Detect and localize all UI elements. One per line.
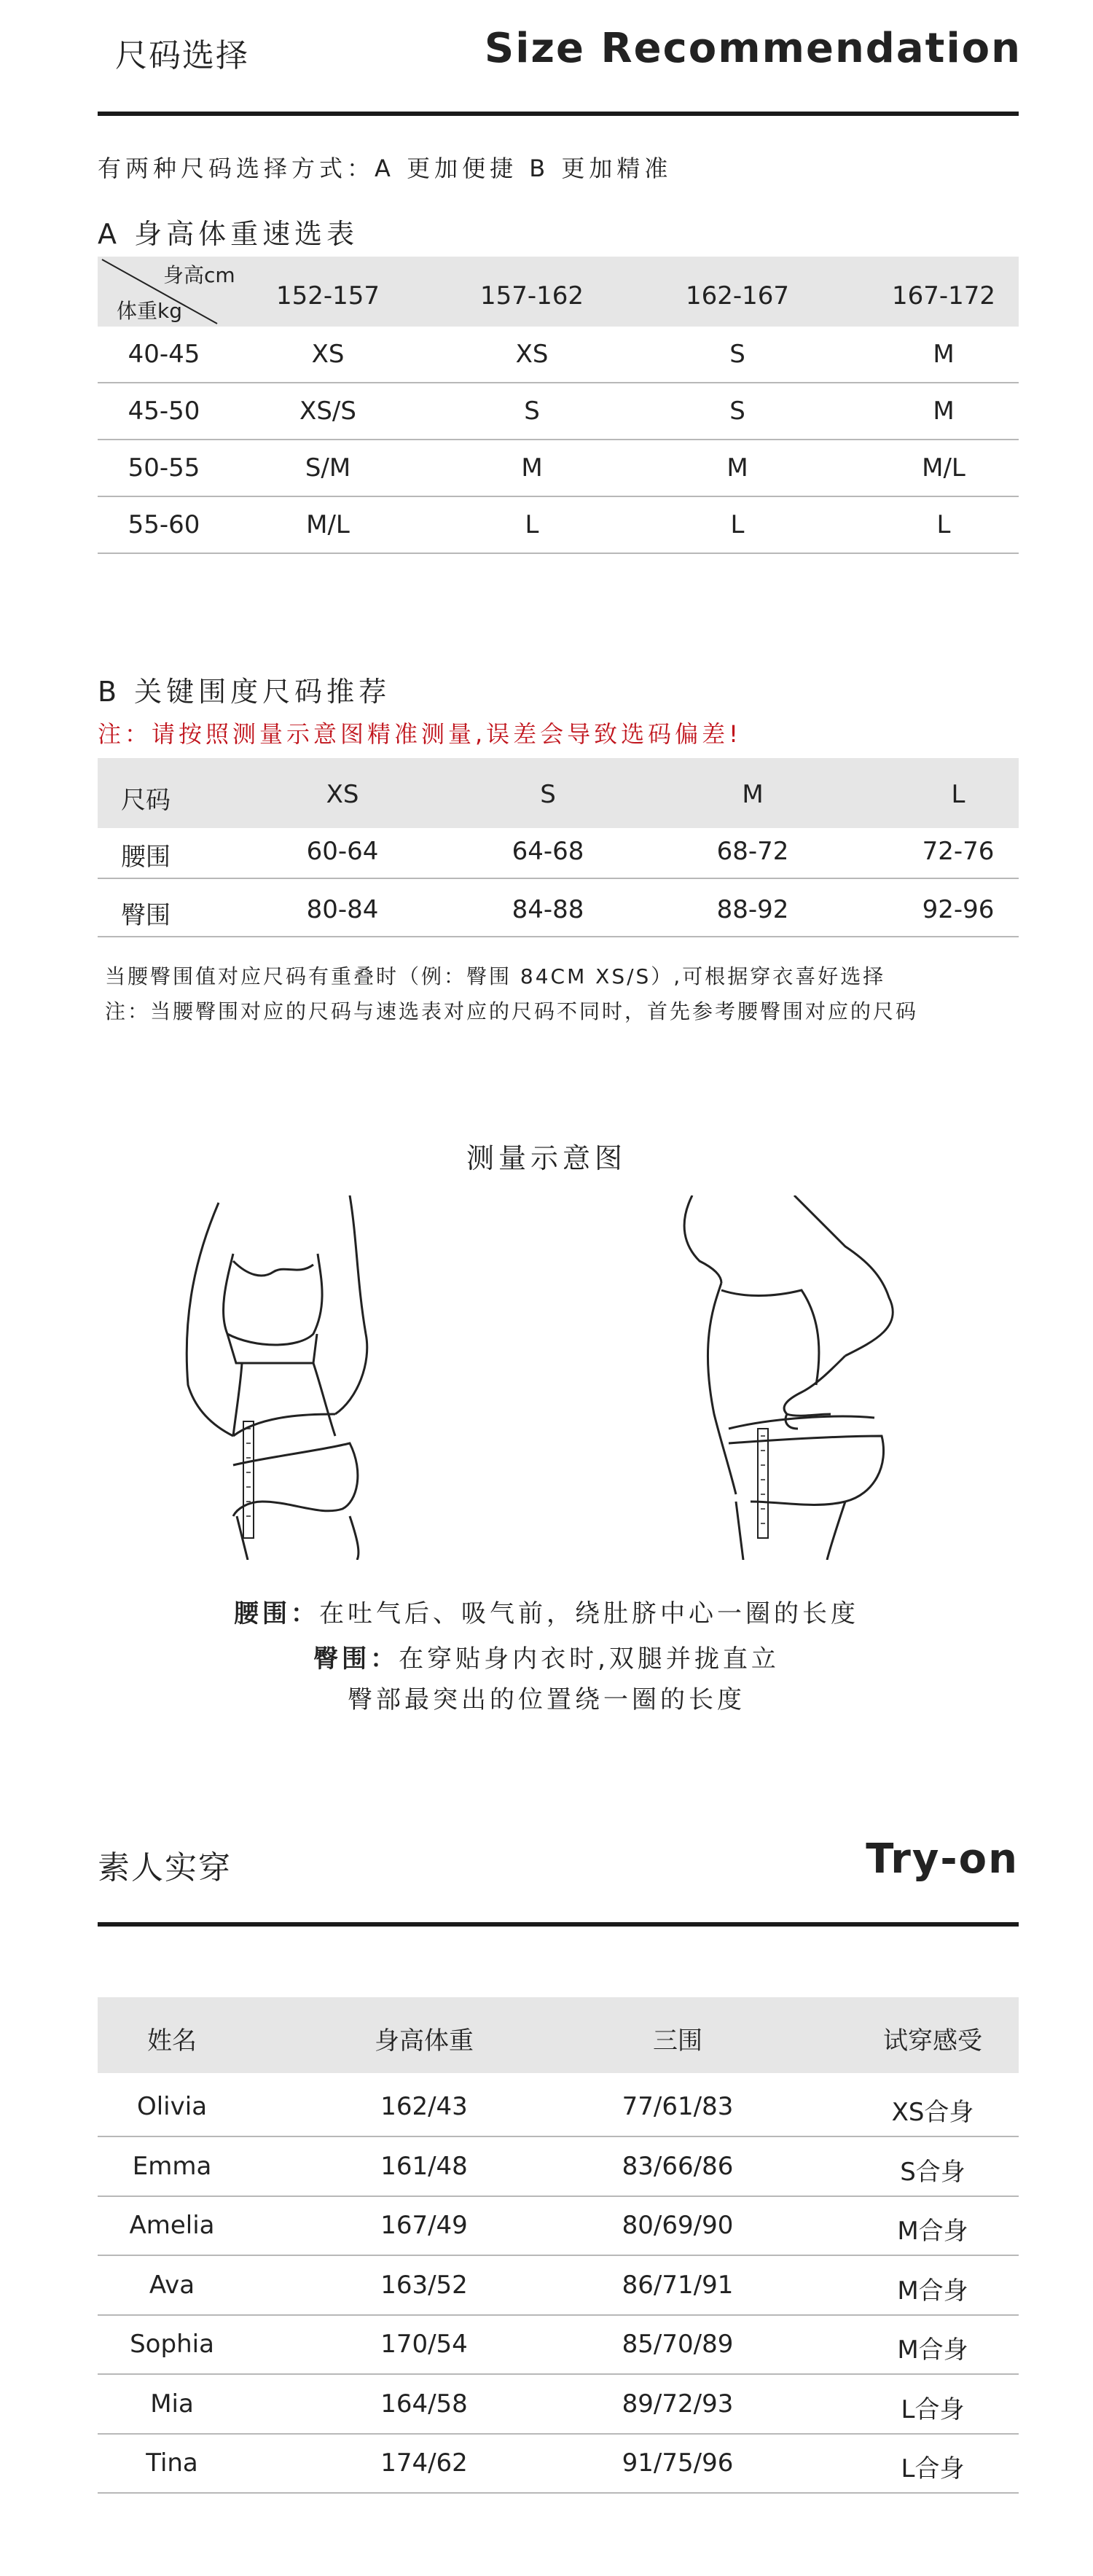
waist-label: 腰围： [234,1599,319,1628]
tryon-title-en: Try-on [866,1835,1019,1883]
hip-measure-illustration [670,1195,976,1560]
waist-measure-illustration [175,1195,393,1560]
tryon-fit-cell: L合身 [901,2454,965,2483]
row-divider [98,2492,1019,2494]
weight-range-cell: 40-45 [128,340,200,369]
tryon-height-weight-cell: 167/49 [380,2211,468,2240]
measure-title: 测量示意图 [466,1142,627,1174]
tryon-fit-cell: L合身 [901,2394,965,2424]
column-header: 162-167 [685,281,790,311]
row-divider [98,553,1019,554]
overlap-note: 当腰臀围值对应尺码有重叠时（例：臀围 84CM XS/S）,可根据穿衣喜好选择 [105,964,886,988]
corner-weight-label: 体重kg [117,299,182,323]
tryon-fit-cell: XS合身 [891,2098,974,2127]
tryon-title-cn: 素人实穿 [98,1849,232,1886]
row-divider [98,382,1019,383]
tryon-name-cell: Tina [146,2448,198,2478]
table-a-title: A 身高体重速选表 [98,218,359,250]
row-divider [98,2314,1019,2316]
tryon-measurements-cell: 85/70/89 [622,2330,734,2359]
tryon-fit-cell: M合身 [897,2217,968,2246]
waist-text: 在吐气后、吸气前，绕肚脐中心一圈的长度 [319,1599,859,1628]
size-header-cell: XS [326,780,359,809]
row-divider [98,439,1019,440]
tryon-height-weight-cell: 170/54 [380,2330,468,2359]
size-cell: M/L [922,453,965,483]
weight-range-cell: 55-60 [128,510,200,539]
size-cell: XS [311,340,345,369]
tryon-height-weight-cell: 174/62 [380,2448,468,2478]
tryon-name-cell: Emma [132,2151,212,2181]
table-b-header-bg [98,758,1019,828]
size-cell: M [933,397,955,426]
measure-warning: 注：请按照测量示意图精准测量,误差会导致选码偏差! [98,720,743,748]
tryon-height-weight-cell: 164/58 [380,2389,468,2419]
tryon-name-cell: Sophia [130,2330,214,2359]
hip-description-2: 臀部最突出的位置绕一圈的长度 [348,1685,745,1714]
tryon-header-cell: 三围 [653,2026,702,2056]
size-cell: L [525,510,539,539]
size-cell: L [730,510,745,539]
hip-label: 臀围： [313,1644,399,1674]
tryon-measurements-cell: 83/66/86 [622,2151,734,2181]
page-title-en: Size Recommendation [484,25,1022,72]
tryon-measurements-cell: 86/71/91 [622,2270,734,2300]
tryon-header-bg [98,1997,1019,2073]
row-divider [98,2136,1019,2137]
tryon-measurements-cell: 91/75/96 [622,2448,734,2478]
size-cell: L [936,510,951,539]
size-cell: S/M [305,453,351,483]
waist-description [0,1593,1093,1629]
measure-range-cell: 68-72 [716,837,789,866]
corner-height-label: 身高cm [163,263,235,287]
row-divider [98,2196,1019,2197]
weight-range-cell: 50-55 [128,453,200,483]
size-header-cell: L [951,780,965,809]
weight-range-cell: 45-50 [128,397,200,426]
tryon-header-cell: 身高体重 [375,2026,474,2056]
page-title-cn: 尺码选择 [115,37,249,74]
measure-range-cell: 80-84 [306,895,379,924]
measure-range-cell: 64-68 [512,837,584,866]
tryon-header-cell: 姓名 [147,2026,197,2056]
table-b-title: B 关键围度尺码推荐 [98,676,391,708]
row-divider [98,2433,1019,2435]
header-divider [98,112,1019,116]
measure-label-cell: 臀围 [121,901,171,930]
row-divider [98,2373,1019,2375]
tryon-height-weight-cell: 162/43 [380,2092,468,2121]
size-cell: XS [515,340,549,369]
row-divider [98,496,1019,497]
tryon-fit-cell: M合身 [897,2276,968,2306]
tryon-header-cell: 试穿感受 [883,2026,982,2056]
tryon-measurements-cell: 77/61/83 [622,2092,734,2121]
measure-range-cell: 88-92 [716,895,789,924]
size-cell: S [524,397,540,426]
size-header-cell: 尺码 [121,786,171,815]
measure-range-cell: 84-88 [512,895,584,924]
tryon-name-cell: Olivia [136,2092,208,2121]
row-divider [98,2255,1019,2256]
size-header-cell: S [540,780,556,809]
priority-note: 注：当腰臀围对应的尺码与速选表对应的尺码不同时，首先参考腰臀围对应的尺码 [105,999,919,1023]
hip-description [0,1639,1093,1674]
tryon-height-weight-cell: 163/52 [380,2270,468,2300]
size-cell: XS/S [299,397,356,426]
tryon-measurements-cell: 89/72/93 [622,2389,734,2419]
size-cell: M [933,340,955,369]
measure-range-cell: 92-96 [922,895,995,924]
measure-range-cell: 72-76 [922,837,995,866]
tryon-name-cell: Ava [149,2270,195,2300]
tryon-divider [98,1922,1019,1927]
size-header-cell: M [742,780,764,809]
tryon-name-cell: Amelia [129,2211,215,2240]
measure-label-cell: 腰围 [121,843,171,872]
hip-text: 在穿贴身内衣时,双腿并拢直立 [399,1644,780,1674]
size-cell: M/L [306,510,350,539]
size-cell: S [729,397,745,426]
row-divider [98,878,1019,879]
tryon-measurements-cell: 80/69/90 [622,2211,734,2240]
row-divider [98,936,1019,937]
tryon-name-cell: Mia [150,2389,194,2419]
column-header: 152-157 [275,281,380,311]
size-cell: M [726,453,748,483]
measure-range-cell: 60-64 [306,837,379,866]
size-cell: M [521,453,543,483]
tryon-fit-cell: S合身 [900,2157,965,2187]
column-header: 157-162 [479,281,584,311]
tryon-height-weight-cell: 161/48 [380,2151,468,2181]
size-cell: S [729,340,745,369]
intro-text: 有两种尺码选择方式：A 更加便捷 B 更加精准 [98,155,673,182]
column-header: 167-172 [891,281,996,311]
tryon-fit-cell: M合身 [897,2335,968,2365]
